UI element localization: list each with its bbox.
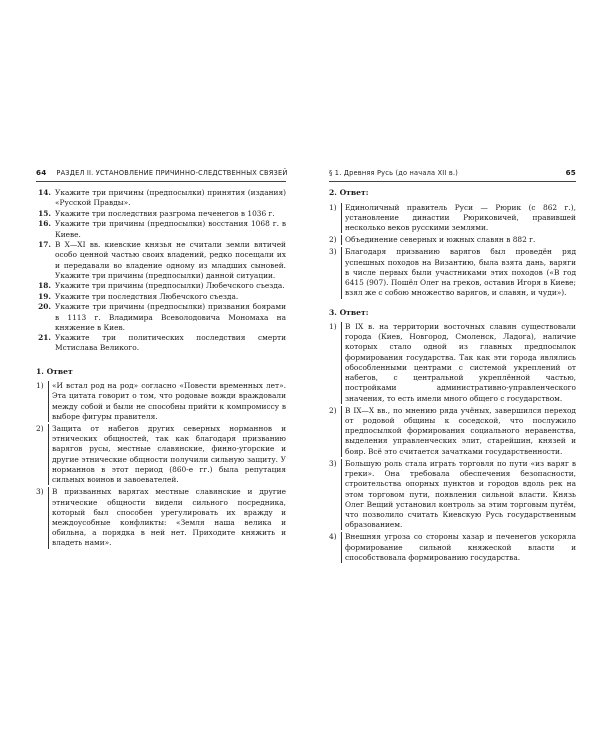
question-number: 14. (38, 188, 51, 198)
answer-item (329, 322, 576, 404)
left-page (36, 168, 286, 551)
left-page-number: 64 (36, 168, 47, 177)
question-text: Укажите три политических последствия смерти Мстислава Великого. (55, 333, 286, 353)
question-text: Укажите три причины (предпосылки) Любечского съезда. (55, 281, 285, 291)
answer-text: Большую роль стала играть торговля по пути «из варяг в греки». Она требовала обеспечения безопасности, строительства опорных пунктов и городов вдоль рек на этом торговом пути, появления сильной власти. Князь Олег Вещий установил контроль за этим торговым путём, что позволило считать Киевскую Русь государственным образованием. (341, 459, 576, 531)
answer-text: Внешняя угроза со стороны хазар и печенегов ускоряла формирование сильной княжеской власти и способствовала формированию государства. (341, 532, 576, 563)
answer-number: 1) (36, 381, 44, 391)
question-list (36, 188, 286, 354)
question-text: Укажите три причины (предпосылки) призвания боярами в 1113 г. Владимира Всеволодовича Мономаха на княжение в Киев. (55, 302, 286, 332)
answer-number: 2) (329, 405, 337, 415)
question-text: Укажите три причины (предпосылки) принятия (издания) «Русской Правды». (55, 188, 286, 208)
question-number: 21. (38, 333, 51, 343)
answer-item (36, 381, 286, 422)
question-number: 20. (38, 302, 51, 312)
answer-text: В призванных варягах местные славянские и другие этнические общности видели сильного посредника, который был способен урегулировать их вражду и междоусобные конфликты: «Земля наша велика и обильна, а порядка в ней нет. Приходите княжить и владеть нами». (48, 487, 286, 548)
answer-text: Благодаря призванию варягов был проведён ряд успешных походов на Византию, была взята дань, варяги в числе первых были участниками этих походов («В год 6415 (907). Пошёл Олег на греков, оставив Игоря в Киеве; взял же с собою множество варягов, и славян, и чуди»). (341, 247, 576, 298)
answer-item (329, 203, 576, 234)
answer-number: 2) (36, 424, 44, 434)
answer-text: Единоличный правитель Руси — Рюрик (с 862 г.), установление династии Рюриковичей, правившей несколько веков русскими землями. (341, 203, 576, 234)
answer-number: 4) (329, 532, 337, 542)
answer-1-heading: 1. Ответ (36, 366, 73, 376)
answer-item (329, 235, 576, 245)
right-running-head (329, 168, 576, 182)
answer-number: 3) (329, 458, 337, 468)
answer-number: 2) (329, 235, 337, 245)
answer-item (329, 459, 576, 531)
answer-2-heading: 2. Ответ: (329, 188, 369, 198)
answer-2-list (329, 203, 576, 299)
left-running-head-title: РАЗДЕЛ II. УСТАНОВЛЕНИЕ ПРИЧИННО-СЛЕДСТВЕННЫХ СВЯЗЕЙ (56, 169, 288, 177)
answer-number: 1) (329, 322, 337, 331)
answer-item (329, 406, 576, 457)
answer-text: В IX в. на территории восточных славян существовали города (Киев, Новгород, Смоленск, Ладога), наличие которых стало одной из главных предпосылок формирования государства. Так как эти города являлись обособленными центрами с системой укреплений от набегов, с центральной укреплённой частью, постройками административно-управленческого значения, то есть имели много общего с государством. (341, 322, 576, 404)
answer-item (329, 532, 576, 563)
question-number: 17. (38, 240, 51, 250)
question-number: 19. (38, 291, 51, 301)
answer-3-heading: 3. Ответ: (329, 307, 369, 317)
question-item (36, 302, 286, 333)
answer-text: Защита от набегов других северных норманнов и этнических общностей, так как благодаря призванию варягов русы, местные славянские, финно-угорские и другие этнические общности получили сильную защиту. У норманнов в этот период (860-е гг.) была репутация сильных воинов и завоевателей. (48, 424, 286, 485)
question-item (36, 209, 286, 219)
right-page-number: 65 (565, 168, 576, 177)
answer-text: «И встал род на род» согласно «Повести временных лет». Эта цитата говорит о том, что родовые вожди враждовали между собой и были не способны прийти к компромиссу в выборе фигуры правителя. (48, 381, 286, 422)
question-text: Укажите три причины (предпосылки) восстания 1068 г. в Киеве. (55, 219, 286, 239)
answer-item (329, 247, 576, 298)
question-item (36, 333, 286, 353)
answer-text: В IX—X вв., по мнению ряда учёных, завершился переход от родовой общины к соседской, что послужило предпосылкой формирования социального неравенства, выделения управленческих элит, старейшин, князей и бояр. Всё это считается зачатками государственности. (341, 406, 576, 457)
question-item (36, 219, 286, 239)
question-number: 16. (38, 219, 51, 229)
answer-number: 3) (36, 487, 44, 497)
question-text: Укажите три последствия Любечского съезда. (55, 291, 239, 301)
question-item (36, 188, 286, 208)
question-number: 15. (38, 208, 51, 218)
left-running-head (36, 168, 286, 182)
question-text: В X—XI вв. киевские князья не считали земли вятичей особо ценной частью своих владений, редко посещали их и передавали во владение одному из младших сыновей. Укажите три причины (предпосылки) данной ситуации. (55, 240, 286, 280)
right-page (329, 168, 576, 565)
question-item (36, 281, 286, 291)
answer-1-list (36, 381, 286, 549)
answer-item (36, 487, 286, 548)
answer-text: Объединение северных и южных славян в 882 г. (341, 235, 576, 245)
question-number: 18. (38, 281, 51, 291)
answer-number: 1) (329, 202, 337, 212)
answer-item (36, 424, 286, 485)
question-text: Укажите три последствия разгрома печенегов в 1036 г. (55, 208, 275, 218)
right-running-head-title: § 1. Древняя Русь (до начала XII в.) (329, 169, 459, 177)
answer-3-list (329, 322, 576, 563)
answer-number: 3) (329, 247, 337, 257)
question-item (36, 240, 286, 281)
question-item (36, 292, 286, 302)
